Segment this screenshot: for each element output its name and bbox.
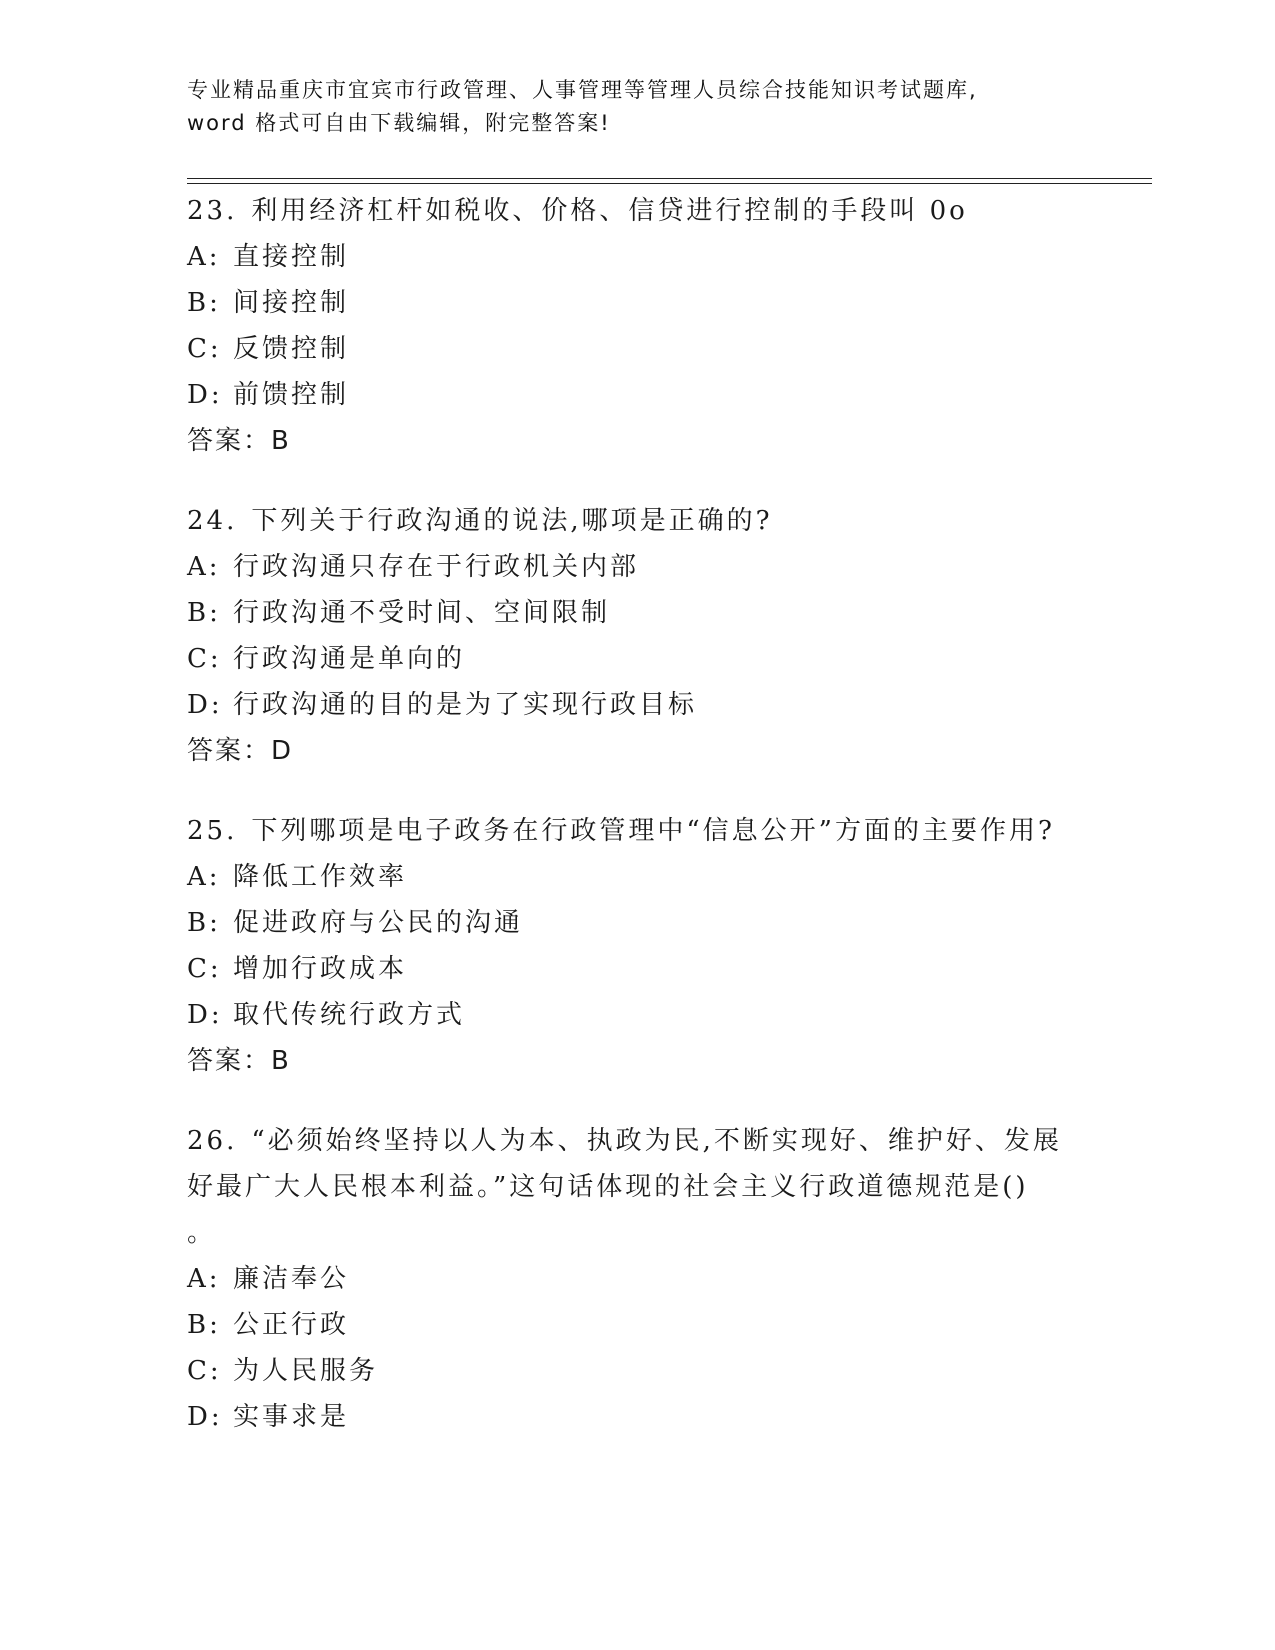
option-text: 实事求是 [233, 1402, 350, 1432]
header-divider-top [187, 178, 1152, 179]
option-a [187, 544, 1087, 590]
question-24 [187, 498, 1087, 774]
question-text-line-3: 。 [187, 1218, 217, 1248]
question-number: 26. [187, 1126, 238, 1156]
option-letter: B: [187, 598, 221, 628]
question-number: 25. [187, 816, 238, 846]
option-letter: A: [187, 862, 221, 892]
header-divider-bottom [187, 183, 1152, 184]
question-text: 下列关于行政沟通的说法,哪项是正确的? [251, 506, 773, 536]
option-text: 间接控制 [233, 288, 350, 318]
option-c [187, 1348, 1087, 1394]
question-25 [187, 808, 1087, 1084]
option-letter: B: [187, 288, 221, 318]
option-letter: A: [187, 552, 221, 582]
question-stem [187, 808, 1087, 854]
option-text: 廉洁奉公 [233, 1264, 350, 1294]
answer-line: 答案：B [187, 426, 291, 456]
option-letter: A: [187, 242, 221, 272]
option-a [187, 234, 1087, 280]
question-text: 下列哪项是电子政务在行政管理中“信息公开”方面的主要作用? [251, 816, 1055, 846]
option-c [187, 636, 1087, 682]
question-stem [187, 498, 1087, 544]
header-line-2: word 格式可自由下载编辑，附完整答案! [187, 111, 611, 135]
option-letter: B: [187, 908, 221, 938]
header-line-1: 专业精品重庆市宜宾市行政管理、人事管理等管理人员综合技能知识考试题库, [187, 78, 978, 102]
option-text: 取代传统行政方式 [233, 1000, 466, 1030]
document-header [187, 74, 1067, 140]
option-b [187, 900, 1087, 946]
option-letter: C: [187, 334, 222, 364]
question-text-line-1: “必须始终坚持以人为本、执政为民,不断实现好、维护好、发展 [251, 1126, 1062, 1156]
question-26 [187, 1118, 1087, 1440]
option-letter: D: [187, 1000, 223, 1030]
option-text: 反馈控制 [233, 334, 350, 364]
question-list [187, 188, 1087, 1474]
question-text: 利用经济杠杆如税收、价格、信贷进行控制的手段叫 0o [251, 196, 968, 226]
question-number: 23. [187, 196, 238, 226]
question-number: 24. [187, 506, 238, 536]
option-text: 行政沟通是单向的 [233, 644, 466, 674]
option-text: 前馈控制 [233, 380, 350, 410]
option-text: 行政沟通只存在于行政机关内部 [233, 552, 640, 582]
option-text: 促进政府与公民的沟通 [233, 908, 524, 938]
answer-line: 答案：D [187, 736, 294, 766]
answer-line: 答案：B [187, 1046, 291, 1076]
question-stem [187, 1118, 1087, 1164]
option-text: 为人民服务 [233, 1356, 379, 1386]
option-text: 行政沟通不受时间、空间限制 [233, 598, 611, 628]
option-text: 公正行政 [233, 1310, 350, 1340]
option-letter: D: [187, 380, 223, 410]
option-a [187, 1256, 1087, 1302]
option-letter: D: [187, 690, 223, 720]
option-letter: A: [187, 1264, 221, 1294]
option-text: 行政沟通的目的是为了实现行政目标 [233, 690, 698, 720]
option-letter: D: [187, 1402, 223, 1432]
option-letter: C: [187, 1356, 222, 1386]
question-stem [187, 188, 1087, 234]
option-c [187, 326, 1087, 372]
question-23 [187, 188, 1087, 464]
option-letter: C: [187, 954, 222, 984]
option-c [187, 946, 1087, 992]
option-b [187, 590, 1087, 636]
option-letter: B: [187, 1310, 221, 1340]
option-d [187, 992, 1087, 1038]
option-d [187, 1394, 1087, 1440]
option-letter: C: [187, 644, 222, 674]
option-d [187, 372, 1087, 418]
option-b [187, 280, 1087, 326]
option-text: 直接控制 [233, 242, 350, 272]
option-b [187, 1302, 1087, 1348]
question-text-line-2: 好最广大人民根本利益。”这句话体现的社会主义行政道德规范是() [187, 1172, 1029, 1202]
option-d [187, 682, 1087, 728]
option-text: 降低工作效率 [233, 862, 408, 892]
option-a [187, 854, 1087, 900]
option-text: 增加行政成本 [233, 954, 408, 984]
